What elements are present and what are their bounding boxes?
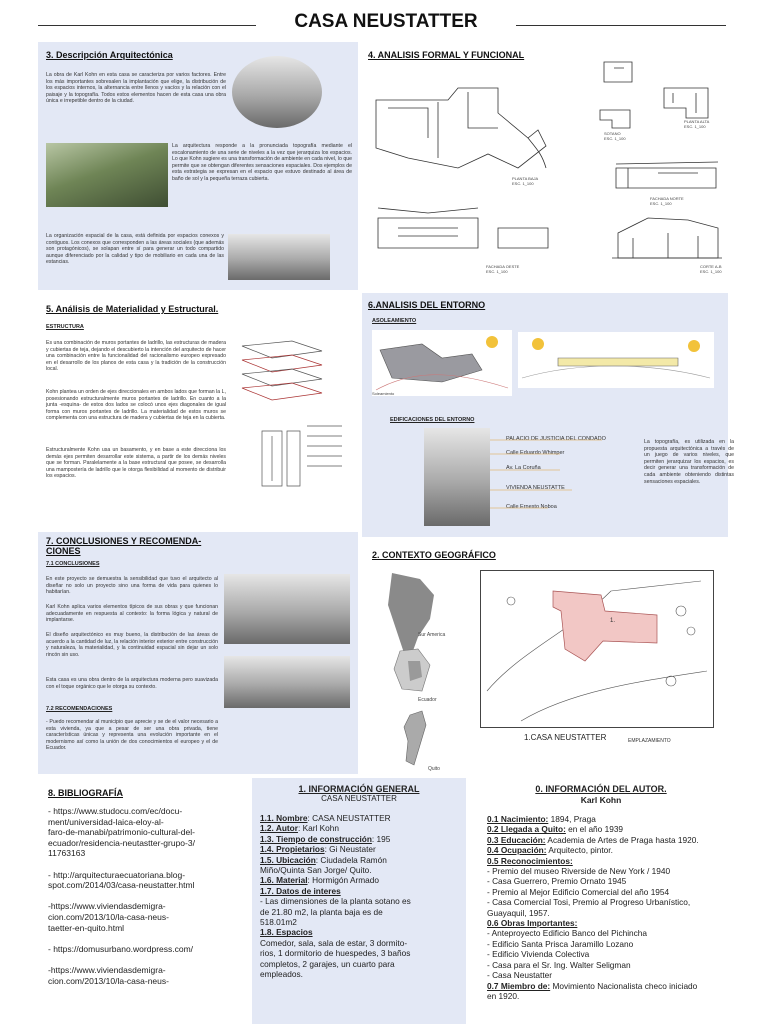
section-6-title: 6.ANALISIS DEL ENTORNO: [368, 300, 486, 310]
label-planta-alta: PLANTA ALTA: [684, 119, 710, 124]
house-photo-lower: [228, 234, 330, 280]
bib-line: [48, 933, 248, 944]
author-row: 0.1 Nacimiento: 1894, Praga: [487, 814, 596, 824]
info-row: 1.5. Ubicación: Ciudadela Ramón: [260, 854, 387, 865]
author-row: 0.5 Reconocimientos:: [487, 855, 573, 866]
info-row: 1.3. Tiempo de construcción: 195: [260, 833, 391, 844]
label-fachada-oeste-esc: ESC. 1_100: [486, 269, 508, 274]
author-row: - Edificio Santa Prisca Jaramillo Lozano: [487, 938, 634, 949]
info-row: 1.8. Espacios: [260, 927, 313, 938]
entorno-label-3: VIVIENDA NEUSTATTE: [506, 485, 565, 491]
lot-label: 1.: [610, 618, 616, 624]
author-row: 0.6 Obras Importantes:: [487, 918, 578, 929]
bib-line: - https://www.studocu.com/ec/docu-: [48, 806, 183, 816]
entorno-aerial-map: [424, 428, 490, 526]
section-3-paragraph-3: La organización espacial de la casa, está definida por espacios conexos y contiguos. Los conexos que corresponden a las áreas sociales (que además son protagónicos), se solapan entre sí para generar un todo compartido aunque diferenciado por la calidad y tipo de mobiliario en cada una de las estancias.: [46, 233, 224, 266]
page-title: CASA NEUSTATTER: [294, 11, 478, 32]
section-5-title: 5. Análisis de Materialidad y Estructural.: [46, 304, 219, 314]
section-4-title: 4. ANALISIS FORMAL Y FUNCIONAL: [368, 50, 525, 60]
exterior-photo: [224, 656, 350, 708]
section-2-title: 2. CONTEXTO GEOGRÁFICO: [372, 550, 496, 560]
bib-line: - http://arquitecturaecuatoriana.blog-: [48, 869, 186, 880]
section-5-paragraph-2: Kohn plantea un orden de ejes direccionales en ambos lados que forman la L, posesionando estructuralmente muros portantes de ladrillo. En cuanto a la junta -esquina- de estos dos lados se colocó unos ejes diagonales de igual forma con muros portantes de ladrillo. La materialidad de estos muros se complementa con una estructura de madera y cubiertas de teja en la cubierta.: [46, 389, 226, 422]
author-row: 0.2 Llegada a Quito: en el año 1939: [487, 824, 624, 835]
bib-line: [48, 859, 248, 870]
section-5-subtitle: ESTRUCTURA: [46, 324, 84, 330]
author-row: - Anteproyecto Edificio Banco del Pichincha: [487, 928, 648, 939]
structure-exploded-drawing: [232, 336, 352, 496]
author-row: en 1920.: [487, 990, 520, 1001]
floor-plans-drawing: [368, 58, 728, 286]
section-7-sub-conclusiones: 7.1 CONCLUSIONES: [46, 561, 100, 567]
info-row: - Las dimensiones de la planta sotano es: [260, 896, 411, 907]
label-corte-ab: CORTE A-B: [700, 264, 722, 269]
casa-caption: 1.CASA NEUSTATTER: [524, 733, 607, 742]
author-info-list: [487, 814, 727, 1001]
section-7-paragraph-2: Karl Kohn aplica varios elementos típicos de sus obras y que funcionan adecuadamente en respuesta al contexto: la forma lógica y natural de implantarse.: [46, 604, 218, 624]
author-row: - Premio del museo Riverside de New York / 1940: [487, 866, 671, 877]
section-7-sub-recomendaciones: 7.2 RECOMENDACIONES: [46, 706, 113, 712]
author-row: Guayaquil, 1957.: [487, 907, 550, 918]
info-row: 1.1. Nombre: CASA NEUSTATTER: [260, 813, 391, 823]
house-photo-round: [232, 56, 322, 128]
label-fachada-norte-esc: ESC. 1_100: [650, 201, 672, 206]
section-7-paragraph-5: - Puedo recomendar al municipio que aprecie y se de el valor necesario a esta vivienda, ya que a pesar de ser una obra privada, tiene características únicas y representa una evolución importante en el modernismo así como la unión de dos conocimientos el europeo y el de Ecuador.: [46, 719, 218, 752]
section-6-sub-edificaciones: EDIFICACIONES DEL ENTORNO: [390, 417, 475, 423]
section-3-paragraph-2: La arquitectura responde a la pronunciada topografía mediante el escalonamiento de una serie de niveles a la vez que jerarquiza los espacios. Lo que Kohn sugiere es una transformación de ambiente en cada nivel, lo que permite que se obtengan diferentes sensaciones espaciales. Dos ejemplos de esta estrategia se expresan en el espacio que estuvo destinado al área de baño de sol y la pequeña terraza cubierta.: [172, 143, 352, 182]
info-row: 1.7. Datos de interes: [260, 885, 341, 896]
bib-line: -https://www.viviendasdemigra-: [48, 964, 166, 975]
label-planta-baja-esc: ESC. 1_100: [512, 181, 534, 186]
author-row: - Premio al Mejor Edificio Comercial del año 1954: [487, 886, 670, 897]
asoleamiento-plan: [372, 330, 512, 396]
author-row: - Casa Guerrero, Premio Ornato 1945: [487, 876, 627, 887]
info-row: 1.6. Material: Hormigón Armado: [260, 875, 379, 886]
entorno-label-0: PALACIO DE JUSTICIA DEL CONDADO: [506, 436, 606, 442]
bib-line: cion.com/2013/10/la-casa-neus-: [48, 911, 169, 922]
asoleamiento-section: [518, 332, 714, 388]
section-1-title-line-2: CASA NEUSTATTER: [321, 794, 397, 803]
label-sotano-esc: ESC. 1_100: [604, 136, 626, 141]
location-maps: [370, 565, 476, 775]
bib-line: faro-de-manabi/patrimonio-cultural-del-: [48, 827, 195, 838]
author-row: 0.7 Miembro de: Movimiento Nacionalista checo iniciado: [487, 980, 698, 991]
section-7-title-line-1: 7. CONCLUSIONES Y RECOMENDA-: [46, 536, 202, 546]
header-rule-right: [516, 25, 726, 26]
author-row: - Casa Neustatter: [487, 970, 553, 981]
author-row: 0.3 Educación: Academia de Artes de Praga hasta 1920.: [487, 834, 699, 845]
label-quito: Quito: [428, 766, 440, 772]
bib-line: [48, 891, 248, 902]
header-rule-left: [38, 25, 256, 26]
section-3-paragraph-1: La obra de Karl Kohn en esta casa se caracteriza por varios factores. Entre los más importantes sobresalen la implantación que elige, la distribución de los espacios internos, la alternancia entre llenos y vacíos y la relación con el paisaje y la topografía. Todos estos elementos hacen de esta casa una obra única e irrepetible dentro de la ciudad.: [46, 72, 226, 105]
soleamiento-label: Soleamiento: [372, 391, 395, 396]
section-6-text: La topografía, es utilizada en la propuesta arquitectónica a través de un juego de varios niveles, que permiten jerarquizar los espacios, es decir generar una transformación de cada ambiente obteniendo distintas sensaciones espaciales.: [644, 439, 734, 485]
bib-line: [48, 954, 248, 965]
section-7-title-line-2: CIONES: [46, 546, 81, 556]
section-6-sub-asoleamiento: ASOLEAMIENTO: [372, 318, 417, 324]
section-7-paragraph-3: El diseño arquitectónico es muy bueno, la distribución de las áreas de acuerdo a la cantidad de luz, la relación interior exterior entre construcción y naturaleza, la materialidad, y la continuidad espacial sin dejar un solo rincón sin uso.: [46, 632, 218, 658]
label-fachada-norte: FACHADA NORTE: [650, 196, 684, 201]
bib-line: cion.com/2013/10/la-casa-neus-: [48, 975, 169, 986]
interior-photo: [224, 574, 350, 644]
entorno-label-1: Calle Eduardo Whimper: [506, 450, 565, 456]
section-3-title: 3. Descripción Arquitectónica: [46, 50, 173, 60]
info-row: 518.01m2: [260, 917, 297, 928]
section-5-paragraph-1: Es una combinación de muros portantes de ladrillo, las estructuras de madera y cubiertas de teja, dejando el descubierto la intención del arquitecto de hacer una combinación entre la funcionalidad del racionalismo europeo expresado en el desarrollo de los planos de esta casa y la tradición de la construcción local.: [46, 340, 226, 373]
label-fachada-oeste: FACHADA OESTE: [486, 264, 520, 269]
info-row: Comedor, sala, sala de estar, 3 dormito-: [260, 937, 408, 948]
author-row: 0.4 Ocupación: Arquitecto, pintor.: [487, 845, 613, 856]
section-0-title-line-2: Karl Kohn: [580, 795, 622, 805]
info-row: 1.2. Autor: Karl Kohn: [260, 823, 340, 834]
section-8-title: 8. BIBLIOGRAFÍA: [48, 788, 124, 798]
entorno-label-4: Calle Ernesto Noboa: [506, 504, 557, 510]
section-0-title-line-1: 0. INFORMACIÓN DEL AUTOR.: [535, 784, 667, 794]
emplazamiento-plan: [480, 570, 714, 728]
info-row: de 21.80 m2, la planta baja es de: [260, 906, 383, 917]
label-planta-baja: PLANTA BAJA: [512, 176, 539, 181]
bib-line: -https://www.viviendasdemigra-: [48, 901, 166, 912]
info-row: 1.4. Propietarios: Gi Neustater: [260, 844, 376, 855]
section-7-paragraph-4: Esta casa es una obra dentro de la arquitectura moderna pero suavizada con el toque orgánico que le otorga su contexto.: [46, 677, 218, 690]
bib-line: spot.com/2014/03/casa-neustatter.html: [48, 880, 195, 891]
bib-line: 11763163: [48, 848, 86, 859]
author-row: - Casa Comercial Tosi, Premio al Progreso Urbanístico,: [487, 897, 691, 908]
bibliography-list: [48, 806, 248, 986]
entorno-leader-lines: [490, 430, 630, 520]
emplazamiento-label: EMPLAZAMIENTO: [628, 738, 671, 744]
section-1-title-line-1: 1. INFORMACIÓN GENERAL: [298, 784, 420, 794]
info-row: empleados.: [260, 969, 303, 980]
section-7-paragraph-1: En este proyecto se demuestra la sensibilidad que tuvo el arquitecto al diseñar no solo un proyecto sino una forma de vida para quienes lo habitarían.: [46, 576, 218, 596]
general-info-list: [260, 813, 464, 980]
label-ecuador: Ecuador: [418, 697, 437, 703]
section-5-paragraph-3: Estructuralmente Kohn usa un basamento, y en base a este direcciona los demás ejes permiten desarrollar este sistema, a partir de los demás niveles que se forman. Paralelamente a la base estructural que posee, se desarrolla una mampostería de ladrillo que le otorga flexibilidad al momento de distribuir los espacios.: [46, 447, 226, 480]
bib-line: ecuador/residencia-neutastter-grupo-3/: [48, 837, 195, 848]
label-sur-america: Sur America: [418, 632, 446, 638]
info-row: completos, 2 garajes, un cuarto para: [260, 958, 395, 969]
label-sotano: SOTANO: [604, 131, 621, 136]
bib-line: ment/universidad-laica-eloy-al-: [48, 816, 164, 827]
info-row: Miño/Quinta San Jorge/ Quito.: [260, 865, 372, 876]
author-row: - Casa para el Sr. Ing. Walter Seligman: [487, 959, 631, 970]
label-corte-ab-esc: ESC. 1_100: [700, 269, 722, 274]
author-row: - Edificio Vivienda Colectiva: [487, 949, 590, 960]
bib-line: taetter-en-quito.html: [48, 922, 125, 933]
info-row: rios, 1 dormitorio de huespedes, 3 baños: [260, 948, 411, 959]
bib-line: - https://domusurbano.wordpress.com/: [48, 943, 194, 954]
entorno-label-2: Av. La Coruña: [506, 465, 541, 471]
label-planta-alta-esc: ESC. 1_100: [684, 124, 706, 129]
house-aerial-photo: [46, 143, 168, 207]
